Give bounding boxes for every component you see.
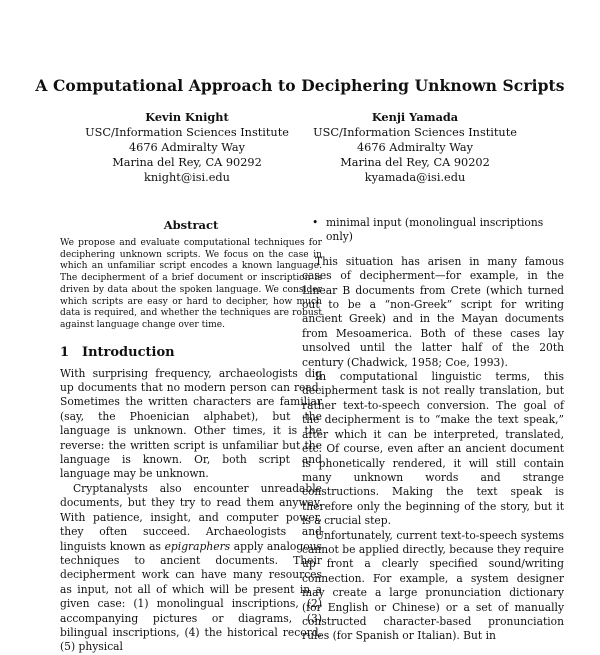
author-city: Marina del Rey, CA 90292 <box>112 156 262 169</box>
intro-p2-part-a: Cryptanalysts also encounter unreadable documents, but they try to read them anyway. With patience, insight, and computer power, they often succeed. Archaeologists and linguists known as <box>60 481 322 553</box>
author-affiliation: USC/Information Sciences Institute <box>85 126 289 139</box>
right-paragraph-3: Unfortunately, current text-to-speech systems cannot be applied directly, because they require up front a clearly specified sound/writing connection. For example, a system designer may create a large pronunciation dictionary (for English or Chinese) or a set of manually constructed character-based pronunciation rules (for Spanish or Italian). But in <box>302 528 564 643</box>
bullet-text: minimal input (monolingual inscriptions only) <box>326 216 544 244</box>
paper-title: A Computational Approach to Deciphering Unknown Scripts <box>35 76 565 95</box>
abstract-heading: Abstract <box>163 218 219 232</box>
right-paragraph-1: This situation has arisen in many famous cases of decipherment—for example, in the Linear B documents from Crete (which turned out to be a “non-Greek” script for writing ancient Greek) and in the Mayan documents from Mesoamerica. Both of these cases lay unsolved until the latter half of the 20th century (Chadwick, 1958; Coe, 1993). <box>302 254 564 369</box>
right-column <box>302 200 564 644</box>
section-number: 1 <box>60 344 70 360</box>
intro-paragraph-1: With surprising frequency, archaeologists dig up documents that no modern person can read. Sometimes the written characters are familiar (say, the Phoenician alphabet), but the language is unknown. Other times, it is the reverse: the written script is unfamiliar but the language is known. Or, both script and language may be unknown. <box>60 366 322 481</box>
author-affiliation: USC/Information Sciences Institute <box>313 126 517 139</box>
author-street: 4676 Admiralty Way <box>356 141 474 154</box>
intro-paragraph-2 <box>60 482 322 655</box>
intro-p2-part-b: apply analogous techniques to ancient documents. Their decipherment work can have many resources as input, not all of which will be present in a given case: (1) monolingual inscriptions, (2) accompanying pictures or diagrams, (3) bilingual inscriptions, (4) the historical record, (5) physical <box>60 539 323 654</box>
author-name: Kenji Yamada <box>371 110 459 124</box>
author-street: 4676 Admiralty Way <box>128 141 246 154</box>
section-heading <box>60 345 322 360</box>
bullet-item <box>302 216 564 245</box>
left-column <box>60 200 322 655</box>
author-block-2 <box>290 110 540 185</box>
author-city: Marina del Rey, CA 90202 <box>340 156 490 169</box>
author-block-1 <box>62 110 312 185</box>
abstract-text: We propose and evaluate computational techniques for deciphering unknown scripts. We focus on the case in which an unfamiliar script encodes a known language. The decipherment of a brief document or inscription is driven by data about the spoken language. We consider which scripts are easy or hard to decipher, how much data is required, and whether the techniques are robust against language change over time. <box>60 238 322 330</box>
bullet-dot-icon: • <box>312 216 319 229</box>
author-email: knight@isi.edu <box>144 171 230 184</box>
section-title: Introduction <box>82 344 175 360</box>
author-name: Kevin Knight <box>145 110 229 124</box>
right-paragraph-2: In computational linguistic terms, this decipherment task is not really translation, but rather text-to-speech conversion. The goal of the decipherment is to “make the text speak,” after which it can be interpreted, translated, etc. Of course, even after an ancient document is phonetically rendered, it will still contain many unknown words and strange constructions. Making the text speak is therefore only the beginning of the story, but it is a crucial step. <box>302 370 564 528</box>
author-email: kyamada@isi.edu <box>364 171 466 184</box>
emphasis-term: epigraphers <box>164 539 231 553</box>
